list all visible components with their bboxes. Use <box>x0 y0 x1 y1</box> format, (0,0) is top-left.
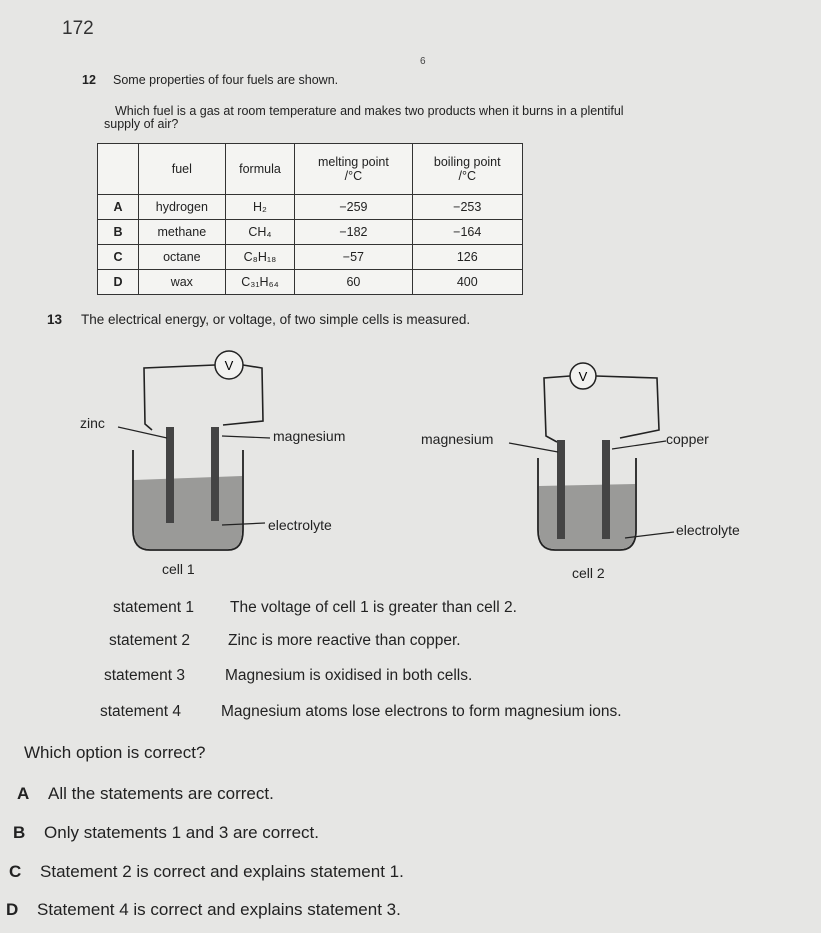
statement-4-text: Magnesium atoms lose electrons to form magnesium ions. <box>221 703 622 720</box>
row-melting-point: 60 <box>295 270 412 295</box>
row-fuel: hydrogen <box>139 195 226 220</box>
q12-question-line1: Which fuel is a gas at room temperature and makes two products when it burns in a plentiful <box>115 104 624 118</box>
q12-number: 12 <box>82 73 96 87</box>
table-header-formula: formula <box>225 144 295 195</box>
cell-2-diagram <box>509 363 674 550</box>
row-formula: CH₄ <box>225 220 295 245</box>
row-boiling-point: −164 <box>412 220 522 245</box>
row-melting-point: −182 <box>295 220 412 245</box>
row-boiling-point: 400 <box>412 270 522 295</box>
wire-2-left <box>544 376 570 442</box>
option-b[interactable] <box>13 823 319 843</box>
table-header-fuel: fuel <box>139 144 226 195</box>
statement-2-label: statement 2 <box>109 632 190 649</box>
row-boiling-point: 126 <box>412 245 522 270</box>
label-magnesium-1: magnesium <box>273 428 346 444</box>
label-electrolyte-1: electrolyte <box>268 517 332 533</box>
label-copper: copper <box>666 431 709 447</box>
magnesium-1-leader <box>222 436 270 438</box>
q12-question-line2: supply of air? <box>104 117 179 131</box>
option-a[interactable] <box>17 784 274 804</box>
row-letter: D <box>98 270 139 295</box>
q13-number: 13 <box>47 312 63 327</box>
voltmeter-1-label: V <box>224 358 234 373</box>
option-b-text: Only statements 1 and 3 are correct. <box>44 823 319 842</box>
row-letter: A <box>98 195 139 220</box>
statement-1-label: statement 1 <box>113 599 194 616</box>
label-zinc: zinc <box>80 415 105 431</box>
row-formula: C₃₁H₆₄ <box>225 270 295 295</box>
label-electrolyte-2: electrolyte <box>676 522 740 538</box>
statement-4-label: statement 4 <box>100 703 181 720</box>
statement-3-label: statement 3 <box>104 667 185 684</box>
row-letter: C <box>98 245 139 270</box>
row-letter: B <box>98 220 139 245</box>
caption-cell-2: cell 2 <box>572 565 605 581</box>
option-c[interactable] <box>9 862 404 882</box>
table-header-boiling-point: boiling point /°C <box>412 144 522 195</box>
row-melting-point: −57 <box>295 245 412 270</box>
cell-1-diagram <box>118 351 270 550</box>
q12-intro: Some properties of four fuels are shown. <box>113 73 339 87</box>
table-header-melting-point: melting point /°C <box>295 144 412 195</box>
sub-page-number: 6 <box>420 56 426 67</box>
option-d[interactable] <box>6 900 401 920</box>
wire-2-right <box>596 376 659 438</box>
q13-intro: The electrical energy, or voltage, of two simple cells is measured. <box>81 312 471 327</box>
voltmeter-2-label: V <box>578 369 588 384</box>
statement-3-text: Magnesium is oxidised in both cells. <box>225 667 473 684</box>
option-d-text: Statement 4 is correct and explains statement 3. <box>37 900 401 919</box>
label-magnesium-2: magnesium <box>421 431 494 447</box>
electrolyte-2-fill <box>539 484 635 549</box>
statement-2-text: Zinc is more reactive than copper. <box>228 632 461 649</box>
option-a-letter: A <box>17 784 30 803</box>
option-a-text: All the statements are correct. <box>48 784 274 803</box>
magnesium-2-leader <box>509 443 558 452</box>
electrode-copper <box>602 440 610 539</box>
row-boiling-point: −253 <box>412 195 522 220</box>
copper-leader <box>612 441 666 449</box>
row-fuel: methane <box>139 220 226 245</box>
wire-1-left <box>144 365 215 430</box>
row-fuel: octane <box>139 245 226 270</box>
zinc-leader <box>118 427 167 438</box>
option-d-letter: D <box>6 900 19 919</box>
option-c-text: Statement 2 is correct and explains statement 1. <box>40 862 404 881</box>
row-formula: H₂ <box>225 195 295 220</box>
q13-question: Which option is correct? <box>24 743 206 762</box>
electrolyte-1-fill <box>134 476 242 549</box>
statement-1-text: The voltage of cell 1 is greater than cell 2. <box>230 599 517 616</box>
row-melting-point: −259 <box>295 195 412 220</box>
row-fuel: wax <box>139 270 226 295</box>
row-formula: C₈H₁₈ <box>225 245 295 270</box>
page-number: 172 <box>62 18 94 39</box>
option-c-letter: C <box>9 862 22 881</box>
electrode-zinc <box>166 427 174 523</box>
electrode-magnesium-2 <box>557 440 565 539</box>
option-b-letter: B <box>13 823 26 842</box>
electrode-magnesium-1 <box>211 427 219 521</box>
caption-cell-1: cell 1 <box>162 561 195 577</box>
